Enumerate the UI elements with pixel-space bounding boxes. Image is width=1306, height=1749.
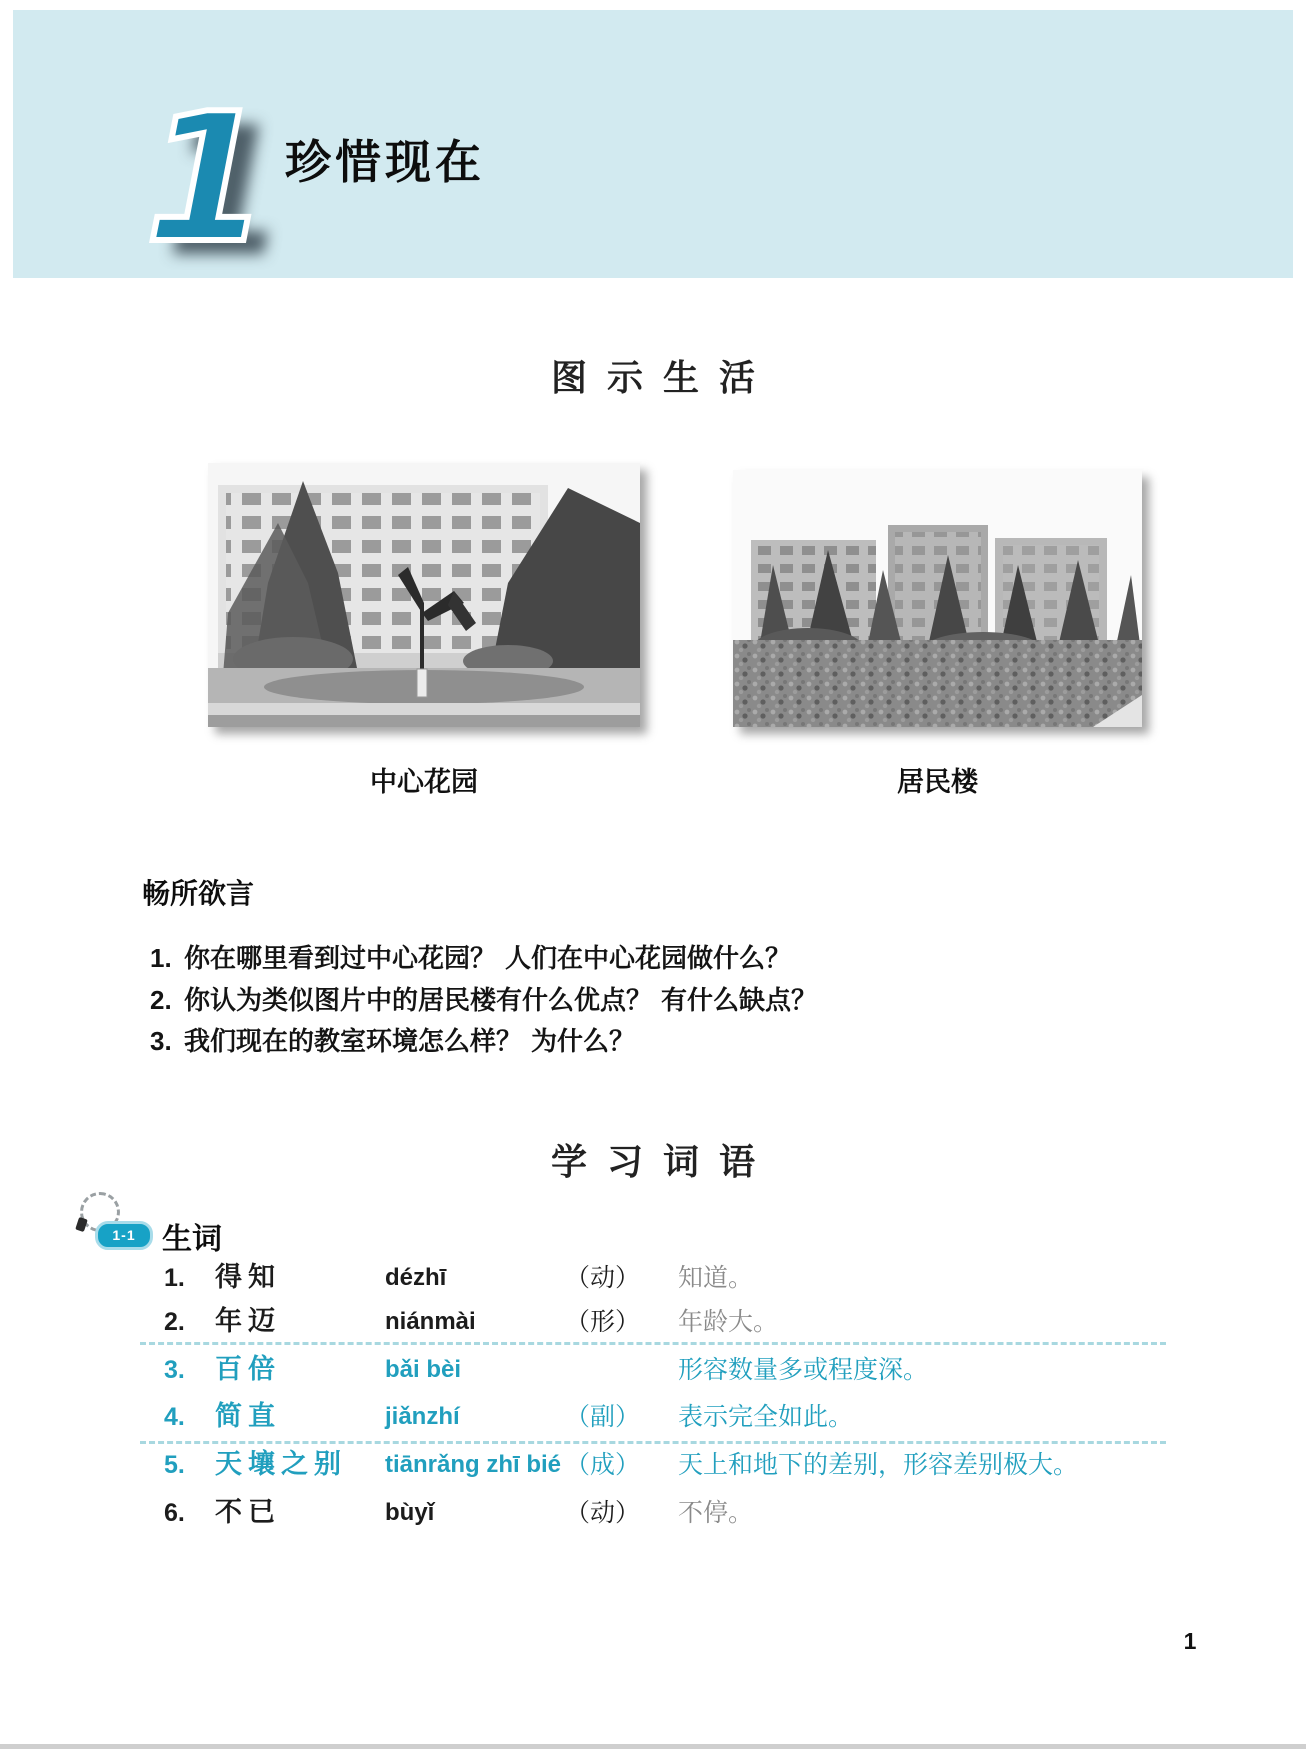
dashed-separator	[140, 1441, 1166, 1444]
vocab-definition: 表示完全如此。	[678, 1402, 854, 1431]
vocab-row	[140, 1397, 1170, 1437]
question-text: 你认为类似图片中的居民楼有什么优点？ 有什么缺点？	[184, 986, 818, 1016]
photo-residential-building	[733, 470, 1142, 727]
vocab-number: 6.	[164, 1499, 185, 1527]
question-number: 1.	[150, 943, 172, 973]
vocab-definition: 年龄大。	[678, 1307, 779, 1336]
vocab-definition: 知道。	[678, 1263, 754, 1292]
new-words-label: 生词	[162, 1223, 222, 1256]
vocab-pinyin: jiǎnzhí	[385, 1403, 460, 1430]
vocab-row	[140, 1445, 1170, 1485]
residential-building-scene	[733, 470, 1142, 727]
vocab-definition: 天上和地下的差别，形容差别极大。	[678, 1450, 1079, 1479]
vocab-word: 百倍	[215, 1354, 281, 1385]
section-heading-words: 学习词语	[550, 1141, 775, 1183]
vocab-definition: 形容数量多或程度深。	[678, 1355, 929, 1384]
page-number: 1	[1183, 1628, 1197, 1654]
vocab-row	[140, 1350, 1170, 1390]
vocab-definition: 不停。	[678, 1498, 754, 1527]
vocab-pos: （动）	[565, 1498, 641, 1527]
unit-title: 珍惜现在	[285, 136, 485, 188]
audio-track-badge: 1-1	[95, 1221, 153, 1250]
vocab-word: 年迈	[215, 1306, 281, 1337]
vocab-number: 1.	[164, 1264, 185, 1292]
question-item	[150, 938, 1150, 975]
vocab-number: 2.	[164, 1308, 185, 1336]
vocab-row	[140, 1493, 1170, 1533]
vocab-word: 简直	[215, 1401, 281, 1432]
caption-residential-building: 居民楼	[897, 767, 978, 798]
unit-banner	[13, 10, 1293, 282]
vocab-pos: （成）	[565, 1450, 641, 1479]
vocab-row	[140, 1258, 1170, 1298]
page-bottom-edge	[0, 1744, 1306, 1749]
vocab-row	[140, 1302, 1170, 1342]
vocab-pos: （形）	[565, 1307, 641, 1336]
vocab-number: 5.	[164, 1451, 185, 1479]
vocab-word: 天壤之别	[215, 1449, 347, 1480]
vocab-pinyin: dézhī	[385, 1264, 447, 1291]
question-number: 3.	[150, 1026, 172, 1056]
vocab-word: 得知	[215, 1262, 281, 1293]
question-number: 2.	[150, 985, 172, 1015]
vocab-pos: （动）	[565, 1263, 641, 1292]
vocab-pos: （副）	[565, 1402, 641, 1431]
question-text: 我们现在的教室环境怎么样？ 为什么？	[184, 1027, 636, 1057]
vocab-number: 3.	[164, 1356, 185, 1384]
vocab-number: 4.	[164, 1403, 185, 1431]
vocab-word: 不已	[215, 1497, 281, 1528]
caption-central-garden: 中心花园	[370, 767, 478, 798]
vocab-pinyin: niánmài	[385, 1308, 476, 1335]
section-heading-pictures: 图示生活	[550, 357, 775, 399]
unit-number: 1	[145, 75, 269, 282]
central-garden-scene	[208, 463, 640, 727]
question-item	[150, 1021, 1150, 1058]
dashed-separator	[140, 1342, 1166, 1345]
vocab-pinyin: bǎi bèi	[385, 1356, 462, 1383]
question-item	[150, 980, 1150, 1017]
discussion-heading: 畅所欲言	[142, 878, 255, 909]
question-text: 你在哪里看到过中心花园？ 人们在中心花园做什么？	[184, 944, 792, 974]
vocab-pinyin: bùyǐ	[385, 1499, 435, 1526]
vocab-pinyin: tiānrǎng zhī bié	[385, 1451, 562, 1478]
photo-central-garden	[208, 463, 640, 727]
